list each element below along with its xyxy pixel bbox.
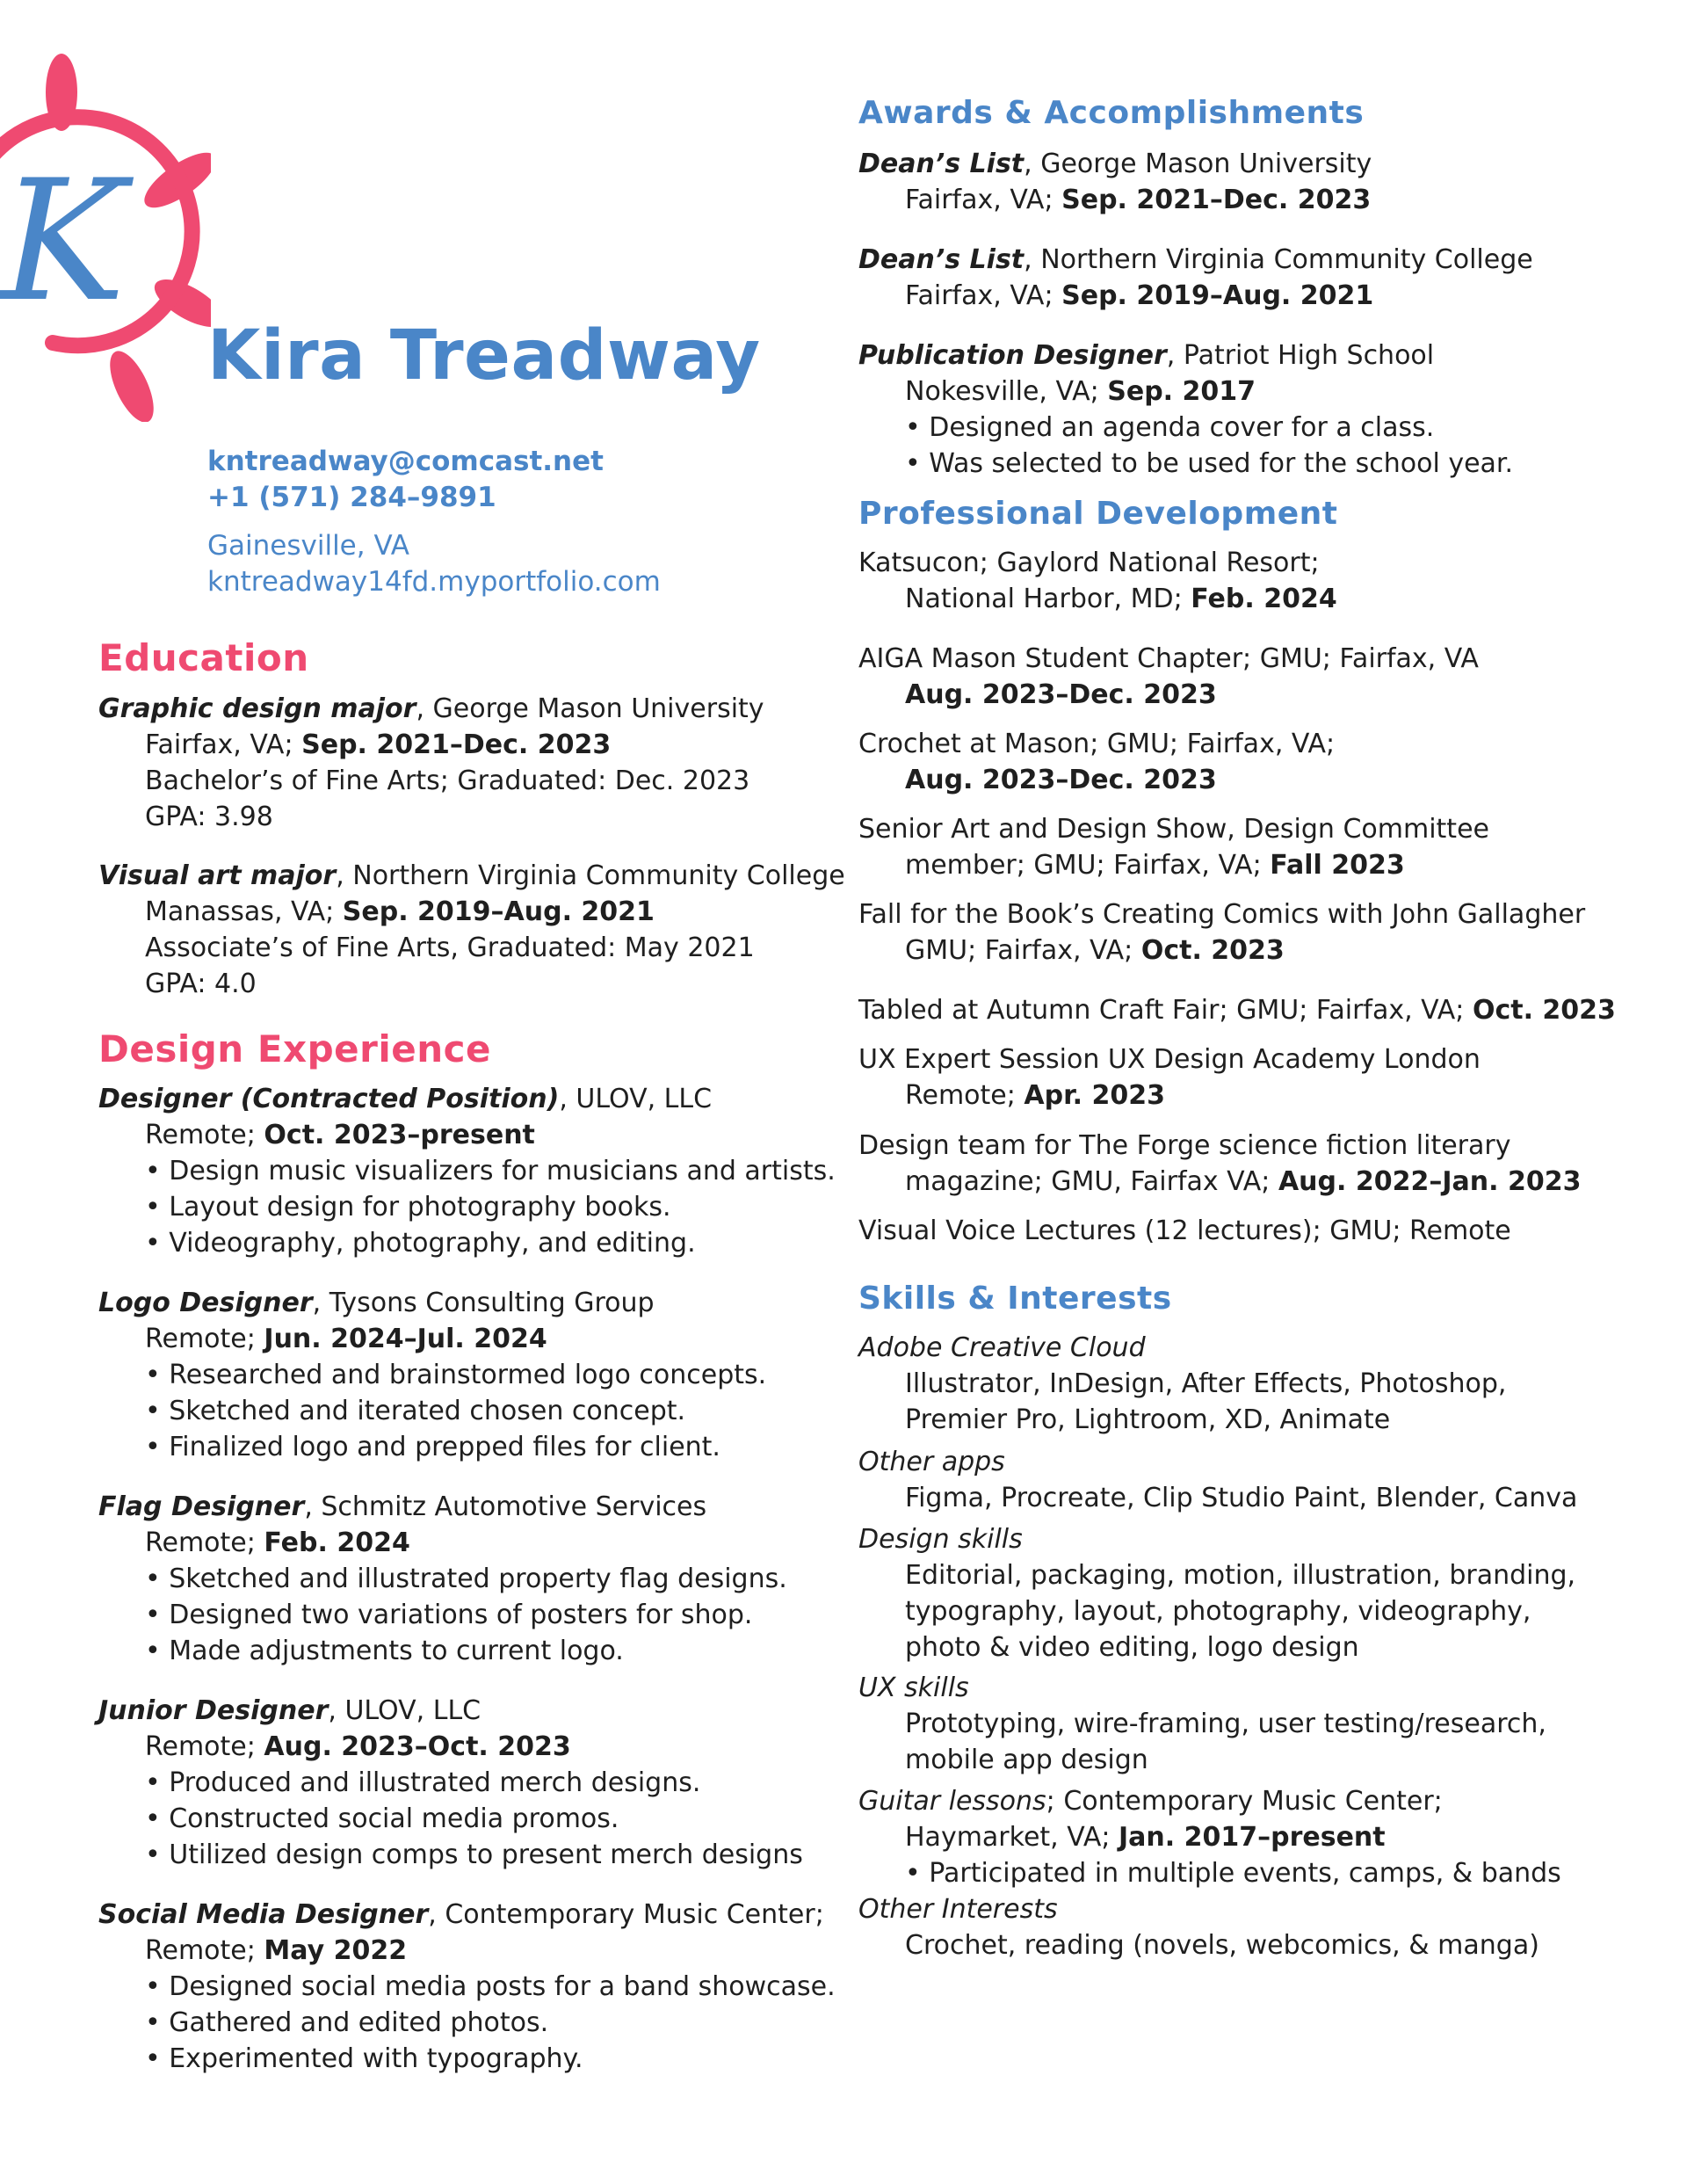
development-entry xyxy=(858,896,1649,969)
entry-bullet: • Made adjustments to current logo. xyxy=(145,1636,624,1666)
experience-entry xyxy=(98,1285,854,1465)
entry-bullet: • Layout design for photography books. xyxy=(145,1192,671,1223)
award-entry xyxy=(858,146,1649,218)
development-entry xyxy=(858,1213,1649,1249)
applicant-name: Kira Treadway xyxy=(207,316,761,395)
entry-date: Aug. 2023–Dec. 2023 xyxy=(905,679,1217,710)
entry-line: Tabled at Autumn Craft Fair; GMU; Fairfax, VA; xyxy=(858,995,1473,1026)
skill-detail: Prototyping, wire-framing, user testing/research, xyxy=(905,1709,1546,1739)
entry-location: Haymarket, VA; xyxy=(905,1822,1119,1853)
experience-heading: Design Experience xyxy=(98,1027,492,1070)
entry-title: Publication Designer xyxy=(858,340,1167,371)
education-entry xyxy=(98,858,854,1002)
education-entry xyxy=(98,691,854,835)
entry-date: Oct. 2023 xyxy=(1472,995,1616,1026)
skill-entry xyxy=(858,1330,1649,1438)
entry-title: Logo Designer xyxy=(98,1288,313,1318)
entry-detail: GPA: 3.98 xyxy=(145,802,273,832)
entry-date: Fall 2023 xyxy=(1270,850,1405,881)
entry-title: Graphic design major xyxy=(98,693,416,724)
entry-bullet: • Designed social media posts for a band showcase. xyxy=(145,1971,836,2002)
entry-date: Apr. 2023 xyxy=(1024,1080,1165,1111)
entry-location: magazine; GMU, Fairfax VA; xyxy=(905,1166,1278,1197)
entry-bullet: • Design music visualizers for musicians and artists. xyxy=(145,1156,836,1186)
development-entry xyxy=(858,726,1649,798)
experience-entry xyxy=(98,1693,854,1873)
entry-date: Sep. 2019–Aug. 2021 xyxy=(1061,280,1374,311)
logo-letter: K xyxy=(1,144,126,338)
skill-entry xyxy=(858,1521,1649,1665)
education-heading: Education xyxy=(98,636,309,679)
entry-title: Junior Designer xyxy=(98,1695,329,1726)
entry-title: Dean’s List xyxy=(858,244,1025,275)
entry-bullet: • Constructed social media promos. xyxy=(145,1803,619,1834)
portfolio-link[interactable]: kntreadway14fd.myportfolio.com xyxy=(207,566,661,598)
entry-date: Jun. 2024–Jul. 2024 xyxy=(264,1324,547,1354)
skill-detail: Editorial, packaging, motion, illustration, branding, xyxy=(905,1560,1576,1591)
entry-location: member; GMU; Fairfax, VA; xyxy=(905,850,1271,881)
entry-org: , Contemporary Music Center; xyxy=(428,1899,824,1930)
location-text: Gainesville, VA xyxy=(207,530,409,562)
skill-detail: Illustrator, InDesign, After Effects, Photoshop, xyxy=(905,1368,1507,1399)
entry-location: Manassas, VA; xyxy=(145,896,343,927)
skill-label: Other Interests xyxy=(858,1894,1058,1925)
entry-location: Remote; xyxy=(145,1120,264,1150)
entry-date: Feb. 2024 xyxy=(264,1527,410,1558)
entry-detail: Associate’s of Fine Arts, Graduated: May 2021 xyxy=(145,932,755,963)
entry-date: Aug. 2022–Jan. 2023 xyxy=(1278,1166,1582,1197)
entry-org: , George Mason University xyxy=(1024,149,1372,179)
entry-location: Fairfax, VA; xyxy=(145,729,302,760)
email-link[interactable]: kntreadway@comcast.net xyxy=(207,446,604,477)
entry-bullet: • Videography, photography, and editing. xyxy=(145,1228,696,1259)
skill-entry xyxy=(858,1670,1649,1778)
skill-label: UX skills xyxy=(858,1672,969,1703)
awards-heading: Awards & Accomplishments xyxy=(858,95,1365,131)
contact-primary xyxy=(207,444,604,516)
entry-detail: Bachelor’s of Fine Arts; Graduated: Dec. 2023 xyxy=(145,765,750,796)
award-entry xyxy=(858,337,1649,482)
entry-bullet: • Designed two variations of posters for shop. xyxy=(145,1600,753,1630)
development-heading: Professional Development xyxy=(858,496,1338,532)
experience-entry xyxy=(98,1489,854,1669)
entry-location: Fairfax, VA; xyxy=(905,280,1062,311)
skill-entry xyxy=(858,1783,1649,1891)
entry-location: Remote; xyxy=(145,1324,264,1354)
entry-bullet: • Gathered and edited photos. xyxy=(145,2007,549,2038)
entry-date: Oct. 2023–present xyxy=(264,1120,535,1150)
entry-date: Aug. 2023–Dec. 2023 xyxy=(905,765,1217,795)
entry-org: , Patriot High School xyxy=(1166,340,1435,371)
entry-line: Crochet at Mason; GMU; Fairfax, VA; xyxy=(858,729,1336,759)
experience-entry xyxy=(98,1897,854,2077)
entry-title: Social Media Designer xyxy=(98,1899,429,1930)
entry-line: Design team for The Forge science fiction literary xyxy=(858,1130,1511,1161)
entry-date: Sep. 2021–Dec. 2023 xyxy=(1061,185,1372,215)
entry-title: Flag Designer xyxy=(98,1491,305,1522)
skill-detail: mobile app design xyxy=(905,1745,1148,1775)
entry-org: , George Mason University xyxy=(416,693,764,724)
development-entry xyxy=(858,545,1649,617)
entry-date: Sep. 2019–Aug. 2021 xyxy=(342,896,655,927)
entry-title: Designer (Contracted Position) xyxy=(98,1084,560,1114)
entry-bullet: • Participated in multiple events, camps, & bands xyxy=(905,1858,1561,1889)
entry-bullet: • Sketched and illustrated property flag designs. xyxy=(145,1564,787,1594)
skill-entry xyxy=(858,1444,1649,1516)
entry-location: Nokesville, VA; xyxy=(905,376,1108,407)
entry-bullet: • Utilized design comps to present merch designs xyxy=(145,1839,803,1870)
skill-label: Other apps xyxy=(858,1447,1005,1477)
skill-label: Adobe Creative Cloud xyxy=(858,1332,1146,1363)
development-entry xyxy=(858,1128,1649,1200)
entry-location: Fairfax, VA; xyxy=(905,185,1062,215)
phone-number[interactable]: +1 (571) 284–9891 xyxy=(207,482,496,513)
sun-k-logo-icon xyxy=(0,35,211,422)
entry-bullet: • Researched and brainstormed logo concepts. xyxy=(145,1360,767,1390)
entry-location: GMU; Fairfax, VA; xyxy=(905,935,1141,966)
entry-bullet: • Was selected to be used for the school year. xyxy=(905,448,1514,479)
entry-date: Oct. 2023 xyxy=(1140,935,1285,966)
entry-date: Sep. 2017 xyxy=(1107,376,1256,407)
entry-detail: GPA: 4.0 xyxy=(145,969,257,999)
entry-org: , Tysons Consulting Group xyxy=(312,1288,655,1318)
entry-org: , Northern Virginia Community College xyxy=(1024,244,1533,275)
entry-org: , Schmitz Automotive Services xyxy=(304,1491,707,1522)
development-entry xyxy=(858,641,1649,713)
entry-org: , ULOV, LLC xyxy=(328,1695,481,1726)
skills-heading: Skills & Interests xyxy=(858,1281,1172,1317)
skill-label: Guitar lessons xyxy=(858,1786,1046,1817)
entry-date: May 2022 xyxy=(264,1935,408,1966)
entry-bullet: • Experimented with typography. xyxy=(145,2043,583,2074)
entry-line: AIGA Mason Student Chapter; GMU; Fairfax, VA xyxy=(858,643,1479,674)
entry-date: Aug. 2023–Oct. 2023 xyxy=(264,1731,571,1762)
development-entry xyxy=(858,1041,1649,1114)
skill-detail: Premier Pro, Lightroom, XD, Animate xyxy=(905,1404,1391,1435)
award-entry xyxy=(858,242,1649,314)
skill-detail: Figma, Procreate, Clip Studio Paint, Blender, Canva xyxy=(905,1483,1578,1513)
entry-title: Visual art major xyxy=(98,860,337,891)
development-entry xyxy=(858,811,1649,883)
entry-line: Visual Voice Lectures (12 lectures); GMU; Remote xyxy=(858,1215,1511,1246)
entry-location: Remote; xyxy=(145,1935,264,1966)
entry-line: UX Expert Session UX Design Academy London xyxy=(858,1044,1481,1075)
skill-detail: Crochet, reading (novels, webcomics, & manga) xyxy=(905,1930,1539,1961)
entry-location: National Harbor, MD; xyxy=(905,584,1191,614)
entry-bullet: • Sketched and iterated chosen concept. xyxy=(145,1396,686,1426)
skill-detail: typography, layout, photography, videography, xyxy=(905,1596,1531,1627)
contact-secondary xyxy=(207,528,661,600)
entry-line: Katsucon; Gaylord National Resort; xyxy=(858,548,1320,578)
entry-org: , ULOV, LLC xyxy=(559,1084,713,1114)
entry-line: Fall for the Book’s Creating Comics with John Gallagher xyxy=(858,899,1586,930)
entry-bullet: • Finalized logo and prepped files for client. xyxy=(145,1432,720,1462)
entry-date: Jan. 2017–present xyxy=(1119,1822,1386,1853)
skill-detail: photo & video editing, logo design xyxy=(905,1632,1359,1663)
entry-date: Sep. 2021–Dec. 2023 xyxy=(301,729,612,760)
entry-location: Remote; xyxy=(145,1731,264,1762)
entry-bullet: • Produced and illustrated merch designs. xyxy=(145,1767,701,1798)
experience-entry xyxy=(98,1081,854,1261)
entry-date: Feb. 2024 xyxy=(1191,584,1337,614)
skill-org: ; Contemporary Music Center; xyxy=(1046,1786,1443,1817)
skill-entry xyxy=(858,1891,1649,1963)
skill-label: Design skills xyxy=(858,1524,1023,1555)
entry-location: Remote; xyxy=(905,1080,1025,1111)
entry-line: Senior Art and Design Show, Design Committee xyxy=(858,814,1489,845)
entry-location: Remote; xyxy=(145,1527,264,1558)
entry-org: , Northern Virginia Community College xyxy=(336,860,845,891)
development-entry xyxy=(858,992,1649,1028)
entry-title: Dean’s List xyxy=(858,149,1025,179)
entry-bullet: • Designed an agenda cover for a class. xyxy=(905,412,1435,443)
